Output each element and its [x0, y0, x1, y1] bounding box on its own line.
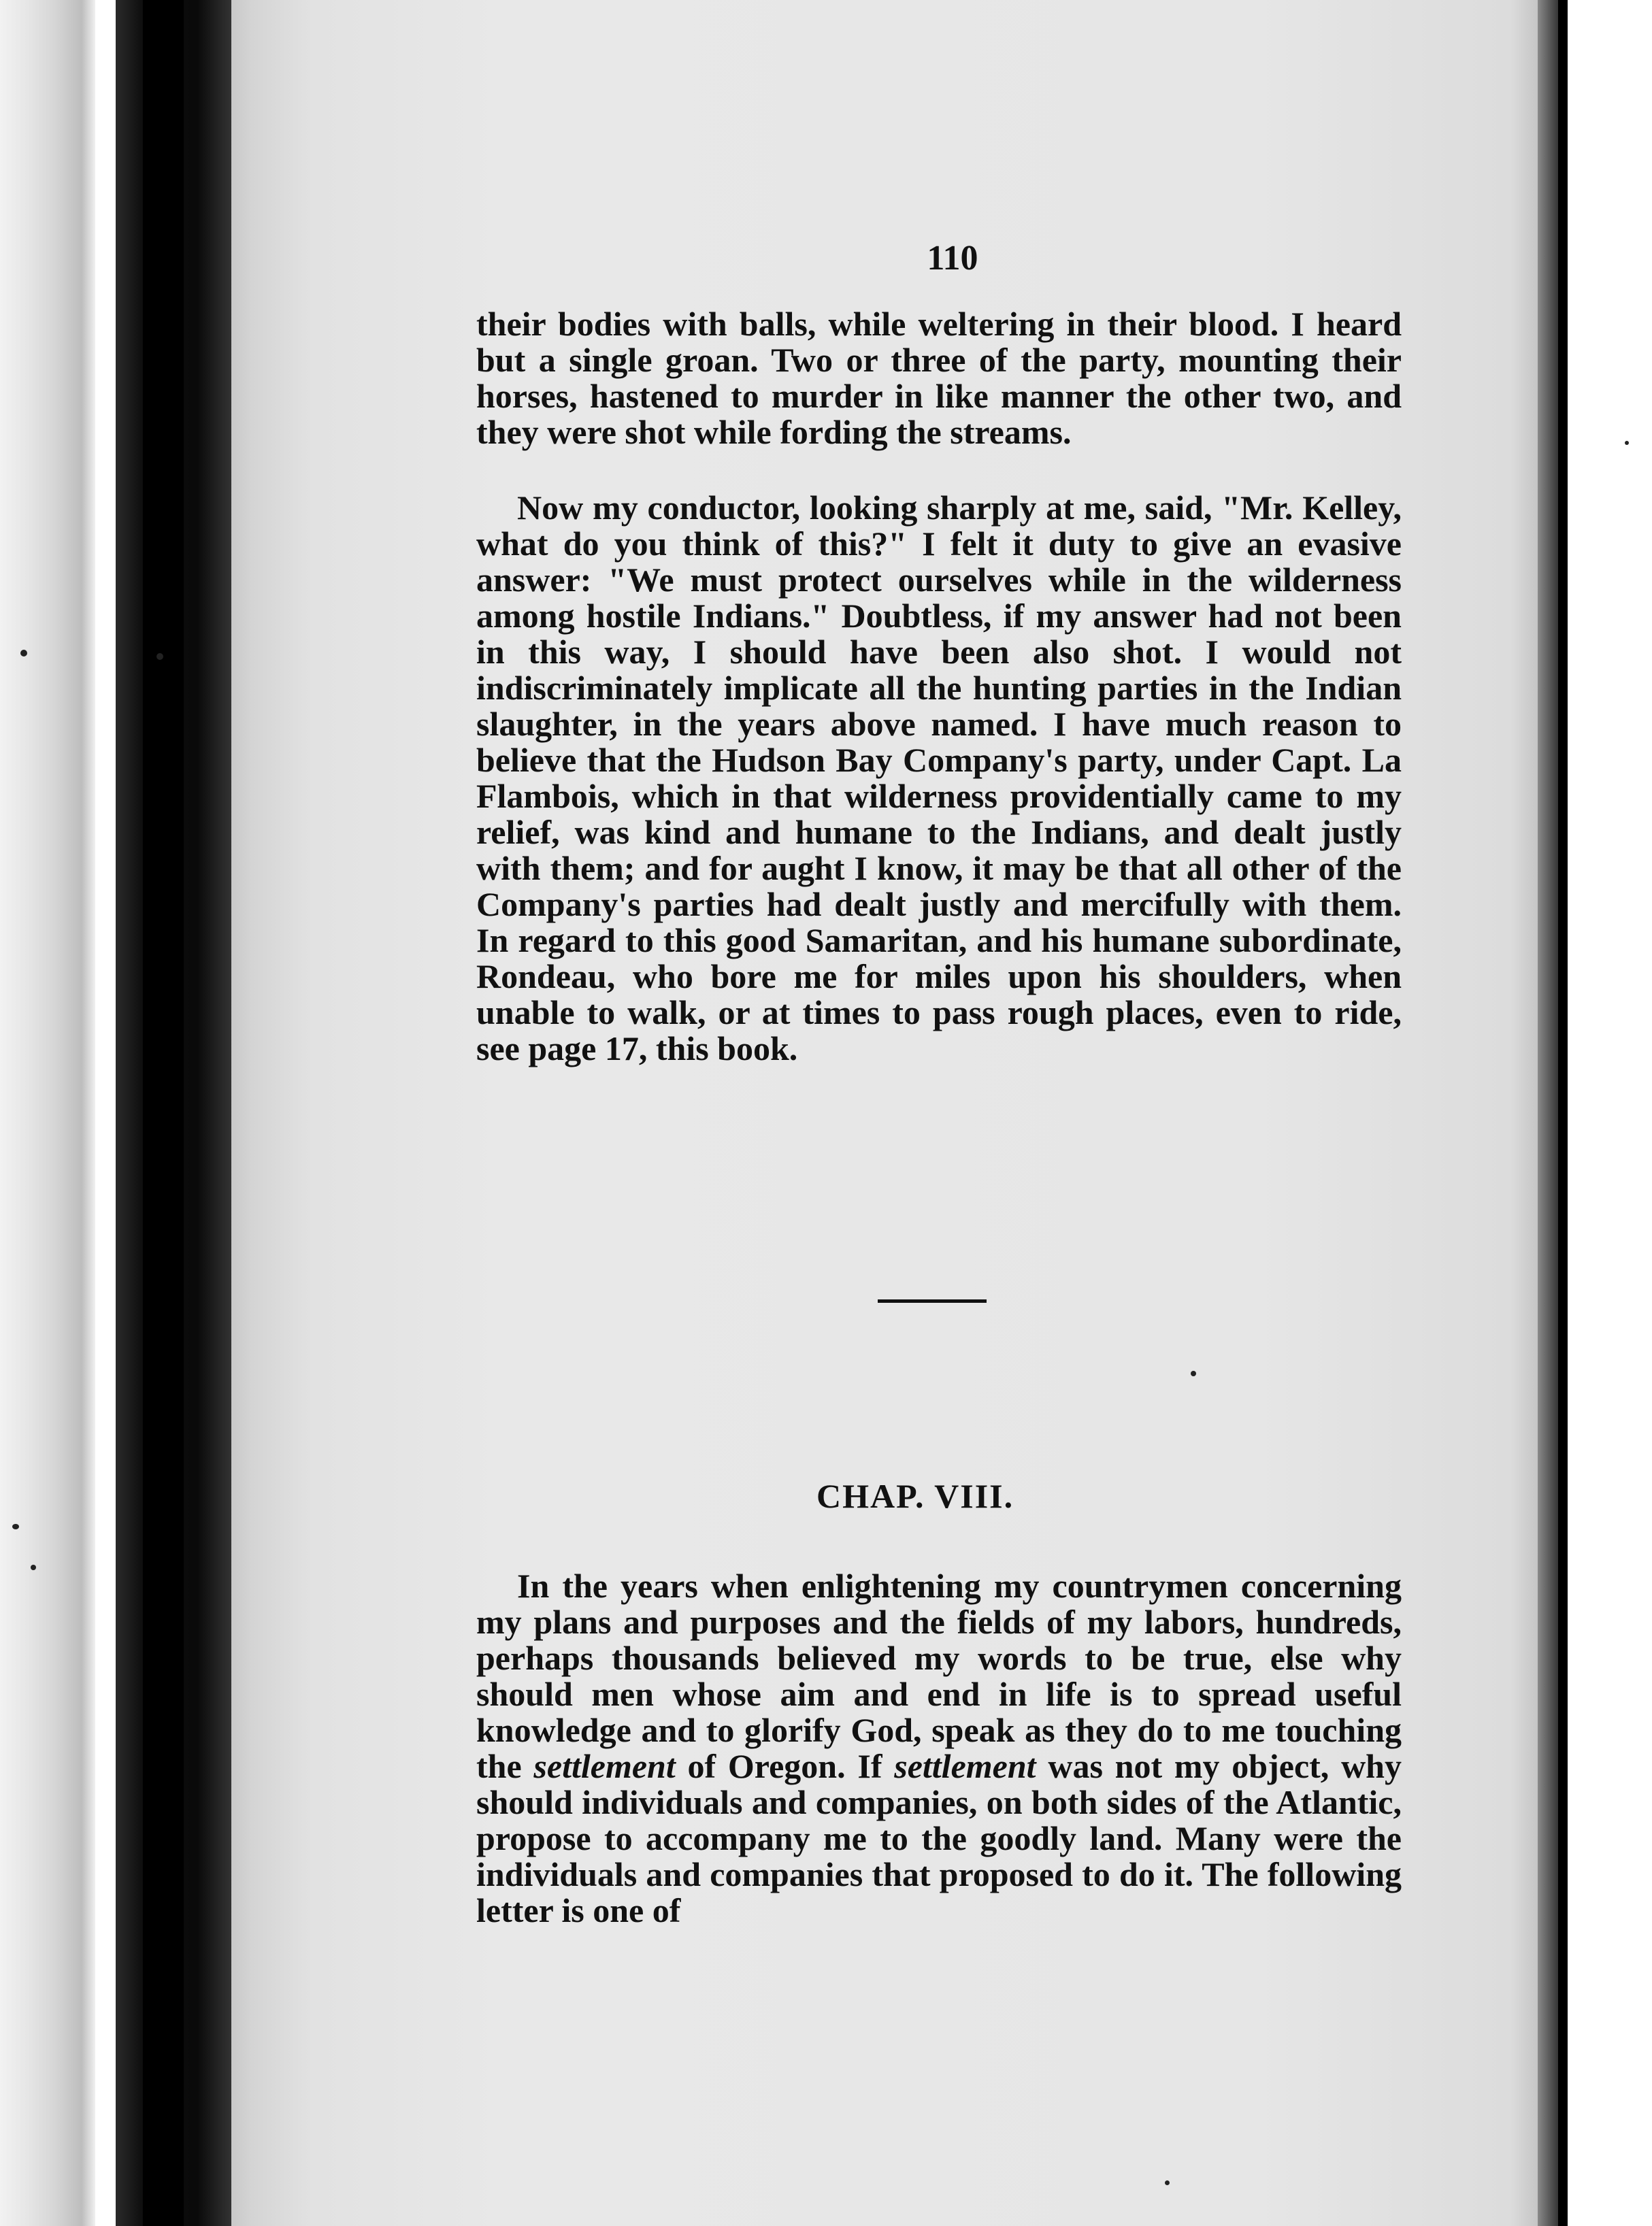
right-page-edge	[1558, 0, 1568, 2226]
book-spine-shadow	[143, 0, 184, 2226]
paragraph-3-italic-b: settlement	[894, 1747, 1036, 1785]
scan-speck	[31, 1565, 36, 1570]
paragraph-3-text-b: of Oregon. If	[675, 1747, 895, 1785]
page-number: 110	[927, 239, 978, 278]
chapter-heading: CHAP. VIII.	[816, 1477, 1014, 1515]
paragraph-3-italic-a: settlement	[533, 1747, 676, 1785]
scan-speck	[1165, 2180, 1170, 2185]
scanner-left-margin	[0, 0, 95, 2226]
scan-speck	[156, 653, 163, 660]
paragraph-3	[476, 1568, 1402, 1929]
paragraph-2: Now my conductor, looking sharply at me, said, "Mr. Kelley, what do you think of this?" I felt it duty to give an evasive answer: "We must protect ourselves while in the wilderness among hostile Indians." Doubtless, if my answer had not been in this way, I should have been also shot. I would not indiscriminately implicate all the hunting parties in the Indian slaughter, in the years above named. I have much reason to believe that the Hudson Bay Company's party, under Capt. La Flambois, which in that wilderness providentially came to my relief, was kind and humane to the Indians, and dealt justly with them; and for aught I know, it may be that all other of the Company's parties had dealt justly and mercifully with them. In regard to this good Samaritan, and his humane subordinate, Rondeau, who bore me for miles upon his shoulders, when unable to walk, or at times to pass rough places, even to ride, see page 17, this book.	[476, 488, 1402, 1067]
paragraph-3-text-c: was not my object, why should individuals and companies, on both sides of the Atlantic, propose to accompany me to the goodly land. Many were the individuals and companies that proposed to do it. The following letter is one of	[476, 1747, 1402, 1929]
scanner-right-margin	[1568, 0, 1652, 2226]
section-divider-rule	[878, 1299, 987, 1303]
paragraph-1: their bodies with balls, while weltering in their blood. I heard but a single groan. Two or three of the party, mounting their horses, hastened to murder in like manner the other two, and they were shot while fording the streams.	[476, 305, 1402, 451]
scan-speck	[1625, 441, 1629, 445]
scan-speck	[1191, 1371, 1196, 1376]
paragraph-3-text-a: In the years when enlightening my countrymen concerning my plans and purposes and the fields of my labors, hundreds, perhaps thousands believed my words to be true, else why should men whose aim and end in life is to spread useful knowledge and to glorify God, speak as they do to me touching the	[476, 1567, 1402, 1785]
scan-speck	[20, 650, 27, 657]
scan-speck	[12, 1524, 19, 1529]
